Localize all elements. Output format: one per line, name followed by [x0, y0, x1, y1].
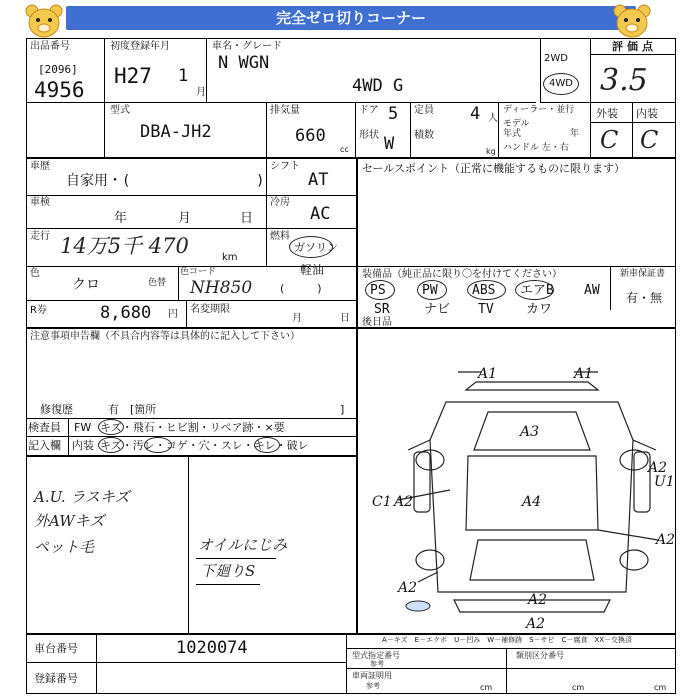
damage-mark: A2	[398, 580, 418, 596]
capacity-unit: 人	[488, 113, 498, 124]
dealer-label: ディーラー・並行	[503, 105, 575, 115]
mascot-left-icon	[24, 3, 64, 43]
lot-number-label: 出品番号	[30, 41, 70, 52]
doors-label: ドア	[359, 105, 379, 116]
displacement-value: 660	[295, 126, 326, 146]
inspection-label: 車検	[30, 197, 50, 208]
inspection-day: 日	[240, 211, 254, 226]
type-designation-ref: 参考	[370, 660, 384, 668]
recycle-value: 8,680	[100, 303, 152, 323]
displacement-label: 排気量	[270, 105, 300, 116]
inspector-entry-label: 記入欄	[28, 439, 61, 452]
history-label: 車歴	[30, 161, 50, 172]
equipment-circle-1	[417, 280, 447, 300]
damage-mark: A4	[522, 494, 542, 510]
doors-value: 5	[388, 104, 399, 124]
rating-label: 評価点	[612, 40, 657, 53]
repair-label: 修復歴	[40, 403, 73, 416]
name-change-month: 月	[292, 313, 302, 324]
remark-right-1: オイルにじみ	[198, 536, 288, 554]
equipment-label: 装備品（純正品に限り〇を付けてください）	[362, 269, 562, 280]
name-change-label: 名変期限	[190, 304, 230, 315]
interior-items: キズ・汚レ・コゲ・穴・スレ・キレ・破レ	[100, 439, 309, 452]
displacement-unit: cc	[340, 145, 349, 154]
damage-mark: A2	[394, 494, 414, 510]
registration-label: 登録番号	[34, 672, 78, 685]
equipment-r2-0: SR	[374, 302, 390, 317]
model-year-label: モデル年式	[503, 119, 530, 139]
fuel-label: 燃料	[270, 231, 290, 242]
remark-left-3: ペット毛	[34, 538, 95, 556]
vehicle-dims-cm-2: cm	[572, 683, 585, 692]
damage-mark: C1	[372, 494, 392, 510]
lot-number: 4956	[34, 78, 85, 102]
model-code: DBA-JH2	[140, 122, 212, 142]
rating-score: 3.5	[600, 63, 648, 98]
recycle-unit: 円	[168, 309, 178, 320]
interior-grade: C	[640, 126, 659, 154]
inspector-label: 検査員	[28, 421, 61, 434]
interior-items-label: 内装	[72, 439, 94, 452]
month-unit: 月	[196, 87, 206, 98]
first-registration-month: 1	[178, 66, 189, 86]
car-damage-diagram	[358, 360, 676, 632]
equipment-r1-2: ABS	[472, 283, 496, 298]
vehicle-dims-label: 車両証明用	[352, 671, 392, 680]
equipment-circle-0	[365, 280, 395, 300]
capacity-label: 定員	[414, 105, 434, 116]
remark-left-2: 外AWキズ	[34, 512, 105, 530]
name-change-day: 日	[340, 313, 350, 324]
sales-point-label: セールスポイント（正常に機能するものに限ります）	[362, 162, 626, 175]
equipment-r1-0: PS	[370, 283, 386, 298]
color-change-label: 色替	[148, 278, 167, 288]
equipment-r1-1: PW	[422, 283, 438, 298]
interior-circle-1	[98, 437, 124, 453]
lot-sub-number: [2096]	[38, 63, 78, 76]
damage-mark: A1	[574, 366, 594, 382]
drive-4wd: 4WD	[549, 78, 573, 89]
class-number-label: 類別区分番号	[516, 651, 564, 660]
history-value: 自家用・(	[66, 173, 131, 189]
damage-mark: A2	[648, 460, 668, 476]
rear-items-label: 後日品	[362, 317, 392, 328]
interior-circle-3	[254, 437, 280, 453]
inspection-year: 年	[114, 211, 128, 226]
shape-label: 形状	[359, 130, 379, 141]
color-code-label: 色コード	[180, 267, 217, 277]
history-close: )	[256, 173, 265, 189]
color-code: NH850	[190, 278, 253, 298]
car-name-label: 車名・グレード	[212, 41, 282, 52]
damage-mark: A2	[528, 592, 548, 608]
handle-label: ハンドル 左・右	[503, 143, 569, 153]
vehicle-dims-ref: 参考	[366, 682, 380, 690]
fw-items: キズ・飛石・ヒビ割・リペア跡・×要	[100, 421, 285, 434]
equipment-r1-3: エアB	[520, 283, 554, 298]
repair-value: 有 [箇所	[108, 403, 157, 416]
inspection-month: 月	[178, 211, 192, 226]
car-grade: 4WD G	[352, 76, 404, 96]
shape-value: W	[384, 134, 395, 154]
equipment-r2-1: ナビ	[424, 302, 451, 317]
notes-label: 注意事項申告欄（不具合内容等は具体的に記入して下さい）	[30, 331, 300, 342]
mascot-right-icon	[612, 3, 652, 43]
damage-mark: A3	[520, 424, 540, 440]
vehicle-dims-cm-3: cm	[654, 683, 667, 692]
type-designation-label: 型式指定番号	[352, 651, 400, 660]
fuel-diesel: 軽油	[300, 263, 325, 277]
mileage-label: 走行	[30, 231, 50, 242]
damage-legend: A－キズ E－エクボ U－凹み W－補修跡 S－サビ C－腐食 XX－交換済	[382, 636, 633, 644]
mileage-unit: km	[222, 252, 238, 263]
color-value: クロ	[72, 277, 100, 293]
chassis-number: 1020074	[176, 638, 248, 658]
model-label: 型式	[110, 105, 130, 116]
fw-label: FW	[74, 421, 92, 434]
load-unit: kg	[486, 147, 496, 156]
color-label: 色	[30, 268, 40, 279]
car-name: N WGN	[218, 53, 270, 73]
damage-mark: A2	[656, 532, 676, 548]
interior-label: 内装	[636, 107, 658, 120]
capacity-value: 4	[470, 104, 481, 124]
damage-mark: A2	[526, 616, 546, 632]
equipment-circle-2	[467, 280, 506, 300]
remark-right-2: 下廻りS	[200, 562, 256, 580]
year-unit: 年	[570, 129, 580, 139]
mileage-value: 14万5千 470	[60, 234, 189, 258]
shift-label: シフト	[270, 161, 300, 172]
exterior-grade: C	[600, 126, 619, 154]
shift-value: AT	[308, 170, 329, 190]
first-registration-label: 初度登録年月	[110, 41, 170, 52]
fw-circle	[98, 419, 124, 435]
load-label: 積数	[414, 130, 434, 141]
interior-circle-2	[144, 437, 172, 453]
ac-label: 冷房	[270, 197, 290, 208]
drive-2wd: 2WD	[544, 53, 568, 64]
first-registration-era: H27	[114, 64, 152, 88]
page-title: 完全ゼロ切りコーナー	[66, 6, 636, 30]
warranty-value: 有・無	[626, 291, 663, 305]
fuel-other: ( )	[280, 282, 322, 295]
chassis-label: 車台番号	[34, 642, 78, 655]
equipment-circle-3	[515, 280, 554, 300]
equipment-r2-2: TV	[478, 302, 494, 317]
remark-left-1: A.U. ラスキズ	[34, 488, 130, 506]
equipment-r2-3: カワ	[526, 302, 553, 317]
equipment-r1-4: AW	[584, 283, 600, 298]
ac-value: AC	[310, 204, 331, 224]
recycle-label: R券	[30, 305, 47, 316]
fuel-gasoline: ガソリン	[294, 241, 338, 254]
warranty-label: 新車保証書	[620, 269, 666, 279]
damage-mark: U1	[654, 474, 675, 490]
damage-mark: A1	[478, 366, 498, 382]
exterior-label: 外装	[596, 107, 618, 120]
vehicle-dims-cm-1: cm	[480, 683, 493, 692]
repair-close: ]	[340, 403, 345, 416]
